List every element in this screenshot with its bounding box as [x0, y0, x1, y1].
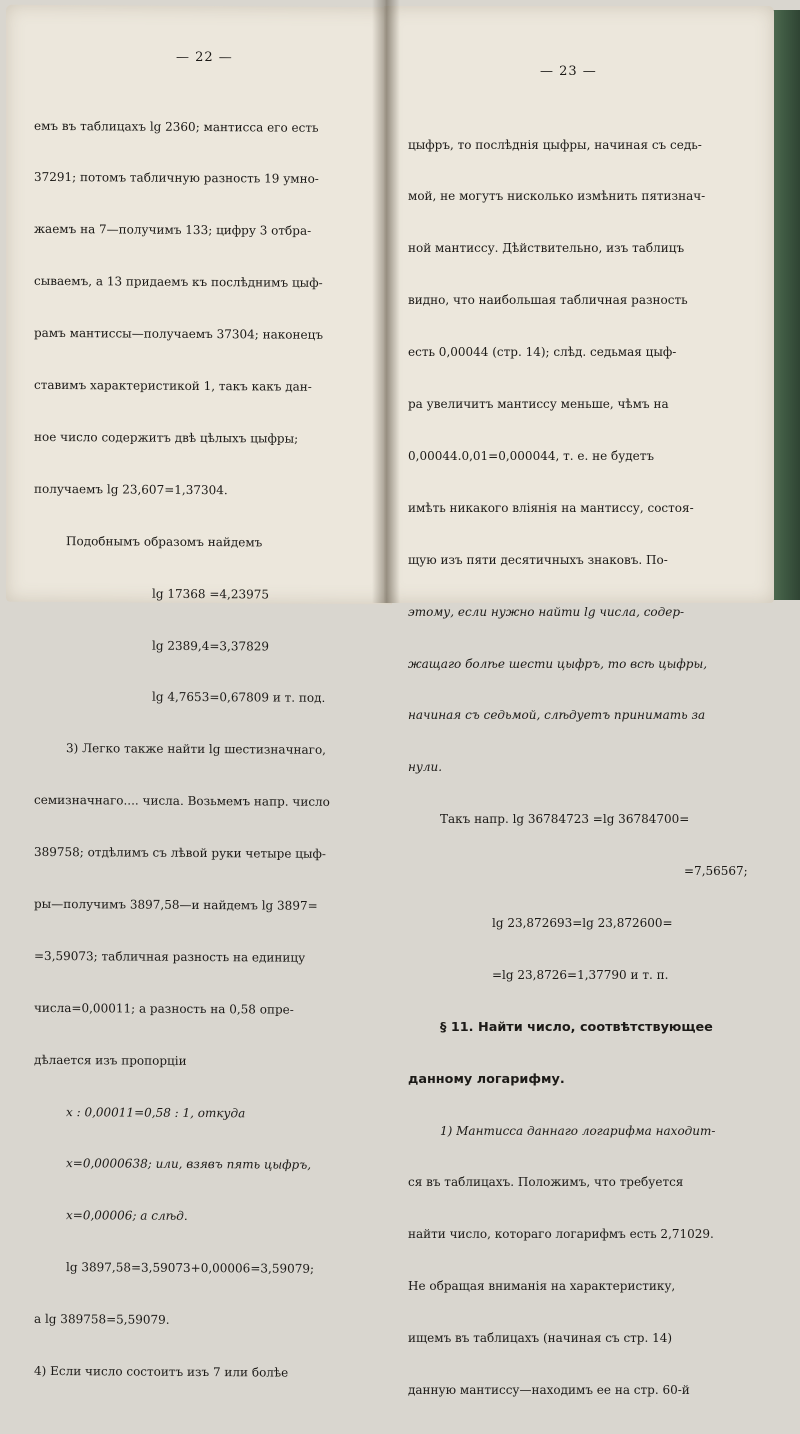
text-line: Не обращая вниманія на характеристику,	[408, 1279, 676, 1294]
text-line: начиная съ седьмой, слѣдуетъ принимать за	[408, 708, 706, 723]
text-line: ся въ таблицахъ. Положимъ, что требуется	[408, 1175, 684, 1190]
text-line: имѣть никакого вліянія на мантиссу, состоя-	[408, 500, 694, 515]
text-line: дѣлается изъ пропорціи	[34, 1052, 187, 1068]
text-line: 3) Легко также найти lg шестизначнаго,	[66, 741, 326, 758]
text-line: числа=0,00011; а разность на 0,58 опре-	[34, 1000, 294, 1017]
text-line: а lg 389758=5,59079.	[34, 1311, 170, 1327]
text-line: жащаго болѣе шести цыфръ, то всѣ цыфры,	[408, 656, 708, 671]
formula-line: x=0,0000638; или, взявъ пять цыфръ,	[66, 1156, 312, 1173]
text-line: 37291; потомъ табличную разность 19 умно-	[34, 170, 319, 187]
book-gutter-shadow	[372, 0, 400, 603]
text-line: нули.	[408, 760, 443, 775]
text-line: есть 0,00044 (стр. 14); слѣд. седьмая цыф-	[408, 345, 677, 360]
left-page	[6, 5, 392, 1380]
right-page-text	[408, 102, 748, 1434]
formula-line: lg 3897,58=3,59073+0,00006=3,59079;	[66, 1260, 315, 1276]
text-line: =3,59073; табличная разность на единицу	[34, 948, 306, 965]
formula-line: x : 0,00011=0,58 : 1, откуда	[66, 1104, 246, 1120]
text-line: рамъ мантиссы—получаемъ 37304; наконецъ	[34, 326, 323, 343]
right-page-number: — 23 —	[540, 64, 597, 79]
text-line: 0,00044.0,01=0,000044, т. е. не будетъ	[408, 448, 655, 463]
formula-line: Такъ напр. lg 36784723 =lg 36784700=	[440, 812, 690, 827]
formula-line: lg 23,872693=lg 23,872600=	[492, 915, 673, 930]
text-line: емъ въ таблицахъ lg 2360; мантисса его есть	[34, 118, 319, 135]
left-page-text	[34, 83, 330, 1417]
text-line: этому, если нужно найти lg числа, содер-	[408, 604, 685, 619]
text-line: ное число содержитъ двѣ цѣлыхъ цыфры;	[34, 429, 299, 446]
text-line: ной мантиссу. Дѣйствительно, изъ таблицъ	[408, 241, 685, 256]
text-line: данную мантиссу—находимъ ее на стр. 60-й	[408, 1382, 690, 1397]
section-heading: данному логарифму.	[408, 1071, 565, 1087]
text-line: 1) Мантисса даннаго логарифма находит-	[440, 1123, 716, 1138]
text-line: ра увеличитъ мантиссу меньше, чѣмъ на	[408, 397, 669, 412]
text-line: найти число, котораго логарифмъ есть 2,71029.	[408, 1227, 714, 1242]
text-line: Подобнымъ образомъ найдемъ	[66, 533, 263, 550]
text-line: цыфръ, то послѣднія цыфры, начиная съ седь-	[408, 137, 702, 152]
text-line: сываемъ, а 13 придаемъ къ послѣднимъ цыф-	[34, 274, 323, 291]
text-line: получаемъ lg 23,607=1,37304.	[34, 481, 228, 498]
text-line: семизначнаго.... числа. Возьмемъ напр. число	[34, 793, 330, 810]
text-line: 4) Если число состоитъ изъ 7 или болѣе	[34, 1363, 289, 1380]
formula-line: =lg 23,8726=1,37790 и т. п.	[492, 967, 669, 982]
text-line: видно, что наибольшая табличная разность	[408, 293, 688, 308]
text-line: жаемъ на 7—получимъ 133; цифру 3 отбра-	[34, 222, 312, 239]
text-line: ищемъ въ таблицахъ (начиная съ стр. 14)	[408, 1331, 673, 1346]
text-line: мой, не могутъ нисколько измѣнить пятизнач-	[408, 189, 706, 204]
section-heading: § 11. Найти число, соотвѣтствующее	[440, 1019, 713, 1035]
formula-line: lg 4,7653=0,67809 и т. под.	[152, 690, 326, 706]
left-page-number: — 22 —	[176, 49, 233, 66]
text-line: 389758; отдѣлимъ съ лѣвой руки четыре цыф-	[34, 844, 326, 861]
formula-line: x=0,00006; а слѣд.	[66, 1208, 188, 1224]
text-line: ры—получимъ 3897,58—и найдемъ lg 3897=	[34, 896, 318, 913]
formula-line: lg 2389,4=3,37829	[152, 638, 269, 653]
right-page	[384, 6, 774, 1397]
formula-line: lg 17368 =4,23975	[152, 586, 269, 602]
text-line: ставимъ характеристикой 1, такъ какъ дан-	[34, 377, 312, 394]
formula-line: =7,56567;	[684, 864, 748, 879]
text-line: щую изъ пяти десятичныхъ знаковъ. По-	[408, 552, 668, 567]
